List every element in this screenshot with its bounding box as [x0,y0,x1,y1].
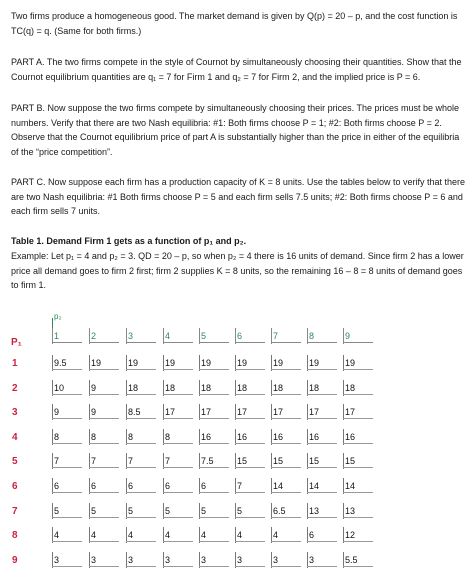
table-cell: 8 [91,431,97,442]
table-cell: 4 [237,530,243,541]
table-cell: 3 [91,554,97,565]
cell-underline [307,369,337,370]
table-cell: 12 [345,530,356,541]
cell-underline [199,566,229,567]
cell-underline [126,418,156,419]
table-cell: 7 [91,456,97,467]
header-underline [271,342,301,343]
part-b-text: PART B. Now suppose the two firms compete by simultaneously choosing their prices. The prices must be whole numbers. Verify that there are two Nash equilibria: #1: Both firms choose P = 1; #2: Both firms choose P = 2. Observe that the Cournot equilibrium price of part A is substantially higher than the price in either of the equilibria of the “price competition”. [11,103,460,157]
table-cell: 15 [273,456,284,467]
table-title: Table 1. Demand Firm 1 gets as a function of p₁ and p₂. [11,236,247,246]
table-cell: 3 [54,554,60,565]
row-label-p1: 4 [12,431,18,443]
cell-underline [235,369,265,370]
header-underline [89,342,119,343]
table-cell: 9 [54,407,60,418]
header-underline [235,342,265,343]
table-cell: 15 [237,456,248,467]
table-cell: 8 [165,431,171,442]
table-cell: 10 [54,382,65,393]
cell-underline [163,418,193,419]
cell-underline [307,492,337,493]
cell-underline [126,394,156,395]
header-underline [307,342,337,343]
cell-underline [199,517,229,518]
table-cell: 18 [273,382,284,393]
table-cell: 6.5 [273,505,286,516]
cell-underline [199,541,229,542]
cell-underline [271,566,301,567]
cell-underline [52,369,82,370]
table-cell: 3 [201,554,207,565]
cell-underline [271,492,301,493]
table-row [0,356,474,380]
table-cell: 5 [128,505,134,516]
column-header-p2: 6 [237,331,243,341]
cell-underline [235,541,265,542]
cell-underline [126,566,156,567]
table-cell: 13 [309,505,320,516]
cell-underline [271,443,301,444]
table-cell: 9 [91,382,97,393]
table-row [0,553,474,577]
cell-underline [89,369,119,370]
cell-underline [343,492,373,493]
cell-underline [52,443,82,444]
table-cell: 17 [201,407,212,418]
table-cell: 19 [273,358,284,368]
demand-table [0,312,474,573]
cell-underline [163,566,193,567]
table-cell: 15 [309,456,320,467]
table-cell: 17 [273,407,284,418]
cell-underline [235,418,265,419]
cell-underline [126,443,156,444]
table-cell: 8 [54,431,60,442]
cell-underline [52,517,82,518]
table-cell: 3 [309,554,315,565]
cell-underline [235,467,265,468]
table-cell: 7 [237,481,243,491]
cell-underline [163,369,193,370]
cell-underline [343,369,373,370]
table-cell: 18 [165,382,176,393]
table-cell: 6 [201,481,207,491]
cell-underline [343,541,373,542]
problem-intro: Two firms produce a homogeneous good. The market demand is given by Q(p) = 20 – p, and the cost function is TC(q) = q. (Same for both firms.) [11,11,458,36]
column-header-p2: 8 [309,331,315,341]
table-cell: 15 [345,456,356,467]
table-cell: 16 [201,431,212,442]
cell-underline [163,492,193,493]
row-label-p1: 6 [12,481,18,492]
cell-underline [89,517,119,518]
part-c-text: PART C. Now suppose each firm has a production capacity of K = 8 units. Use the tables below to verify that there are two Nash equilibria: #1 Both firms choose P = 5 and each firm sells 7.5 units; #2: Both firms choose P = 6 and each firm sells 7 units. [11,177,465,216]
table-cell: 18 [128,382,139,393]
table-cell: 5 [165,505,171,516]
cell-underline [126,541,156,542]
table-cell: 9.5 [54,358,67,368]
cell-underline [271,517,301,518]
table-row [0,430,474,454]
row-label-p1: 9 [12,554,18,566]
cell-underline [199,418,229,419]
table-cell: 4 [165,530,171,541]
example-text: Example: Let p₁ = 4 and p₂ = 3. QD = 20 – p, so when p₂ = 4 there is 16 units of demand. Since firm 2 has a lower price all demand goes to firm 2 first; firm 2 supplies K = 8 units, so the remaining 16 – 8 = 8 units of demand goes to firm 1. [11,251,464,290]
p2-marker-line [52,318,53,328]
header-underline [126,342,156,343]
table-cell: 19 [309,358,320,368]
table-row [0,528,474,552]
table-cell: 3 [237,554,243,565]
table-cell: 4 [201,530,207,541]
cell-underline [163,541,193,542]
cell-underline [163,394,193,395]
cell-underline [52,492,82,493]
column-header-p2: 1 [54,331,60,341]
table-cell: 4 [91,530,97,541]
cell-underline [126,492,156,493]
cell-underline [163,467,193,468]
table-cell: 17 [309,407,320,418]
table-cell: 19 [91,358,102,368]
table-row [0,454,474,478]
cell-underline [199,369,229,370]
table-cell: 7 [54,456,60,467]
cell-underline [89,418,119,419]
cell-underline [89,566,119,567]
cell-underline [271,541,301,542]
cell-underline [271,394,301,395]
table-cell: 5 [237,505,243,516]
cell-underline [163,443,193,444]
table-cell: 16 [273,431,284,442]
table-cell: 18 [345,382,356,393]
table-row [0,405,474,429]
table-cell: 19 [237,358,248,368]
table-row [0,381,474,405]
table-cell: 4 [273,530,279,541]
cell-underline [199,443,229,444]
cell-underline [271,467,301,468]
table-cell: 8.5 [128,407,141,418]
table-cell: 6 [128,481,134,491]
p2-axis-label: p₂ [54,312,62,321]
table-cell: 4 [54,530,60,541]
cell-underline [163,517,193,518]
cell-underline [235,394,265,395]
row-label-p1: 8 [12,530,18,542]
table-cell: 3 [273,554,279,565]
cell-underline [199,492,229,493]
header-underline [343,342,373,343]
table-cell: 19 [165,358,176,368]
cell-underline [343,418,373,419]
cell-underline [271,369,301,370]
column-header-p2: 5 [201,331,207,341]
table-cell: 13 [345,505,356,516]
cell-underline [89,541,119,542]
cell-underline [52,566,82,567]
table-cell: 14 [345,481,356,491]
column-header-p2: 7 [273,331,279,341]
cell-underline [235,492,265,493]
table-cell: 17 [345,407,356,418]
table-cell: 9 [91,407,97,418]
table-cell: 3 [165,554,171,565]
cell-underline [235,517,265,518]
row-label-p1: 5 [12,456,18,468]
cell-underline [343,394,373,395]
cell-underline [343,566,373,567]
table-cell: 6 [54,481,60,491]
table-cell: 6 [165,481,171,491]
table-cell: 5 [201,505,207,516]
cell-underline [199,467,229,468]
table-cell: 6 [91,481,97,491]
cell-underline [126,467,156,468]
cell-underline [307,541,337,542]
cell-underline [307,394,337,395]
cell-underline [235,443,265,444]
table-cell: 16 [345,431,356,442]
column-header-p2: 2 [91,331,97,341]
table-cell: 5 [54,505,60,516]
cell-underline [307,517,337,518]
table-cell: 5.5 [345,554,358,565]
cell-underline [199,394,229,395]
cell-underline [271,418,301,419]
table-cell: 8 [128,431,134,442]
row-label-p1: 1 [12,358,18,369]
table-cell: 14 [309,481,320,491]
cell-underline [52,394,82,395]
cell-underline [235,566,265,567]
table-cell: 14 [273,481,284,491]
cell-underline [343,517,373,518]
table-row [0,479,474,503]
table-cell: 18 [201,382,212,393]
column-header-p2: 4 [165,331,171,341]
table-cell: 7 [128,456,134,467]
cell-underline [89,443,119,444]
cell-underline [307,566,337,567]
column-header-p2: 3 [128,331,134,341]
table-cell: 17 [237,407,248,418]
cell-underline [126,517,156,518]
cell-underline [307,418,337,419]
table-cell: 7.5 [201,456,214,467]
table-cell: 19 [345,358,356,368]
table-cell: 16 [237,431,248,442]
table-cell: 18 [309,382,320,393]
cell-underline [89,467,119,468]
table-cell: 18 [237,382,248,393]
cell-underline [307,443,337,444]
cell-underline [343,467,373,468]
table-cell: 19 [128,358,139,368]
cell-underline [307,467,337,468]
row-label-p1: 3 [12,407,18,419]
table-cell: 7 [165,456,171,467]
header-underline [199,342,229,343]
row-label-p1: 2 [12,382,18,394]
cell-underline [52,541,82,542]
cell-underline [343,443,373,444]
column-header-p2: 9 [345,331,351,341]
cell-underline [52,467,82,468]
cell-underline [89,492,119,493]
table-cell: 6 [309,530,315,541]
row-label-p1: 7 [12,505,18,517]
table-cell: 5 [91,505,97,516]
table-cell: 17 [165,407,176,418]
table-row [0,504,474,528]
cell-underline [126,369,156,370]
table-cell: 16 [309,431,320,442]
header-underline [163,342,193,343]
cell-underline [52,418,82,419]
table-cell: 19 [201,358,212,368]
part-a-text: PART A. The two firms compete in the style of Cournot by simultaneously choosing their quantities. Show that the Cournot equilibrium quantities are q₁ = 7 for Firm 1 and q₂ = 7 for Firm 2, and the implied price is P = 6. [11,57,462,82]
table-cell: 3 [128,554,134,565]
p1-axis-label: P₁ [11,337,22,348]
header-underline [52,342,82,343]
table-cell: 4 [128,530,134,541]
cell-underline [89,394,119,395]
